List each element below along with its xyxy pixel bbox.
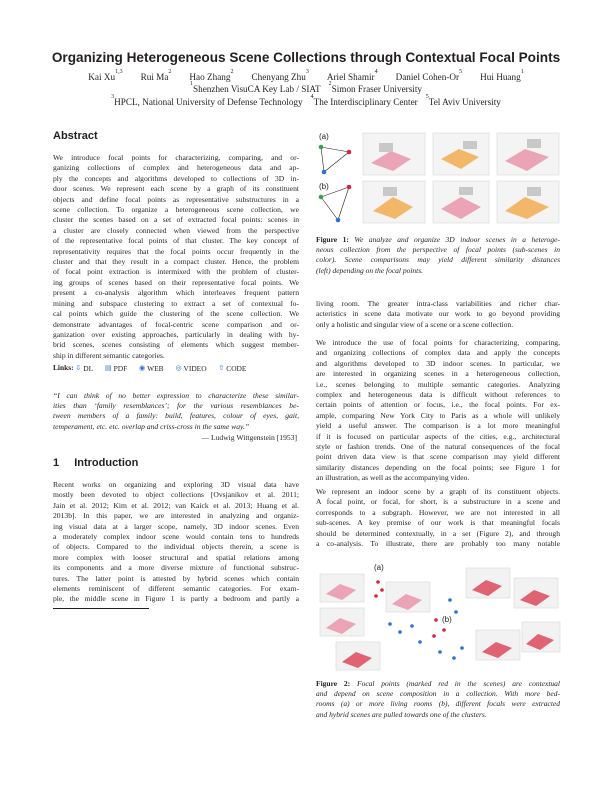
author bbox=[251, 69, 309, 82]
caption-text: color). Scene comparisons may yield different similarity distances bbox=[316, 255, 560, 265]
scene-node bbox=[319, 195, 324, 200]
links-label: Links: bbox=[53, 363, 74, 372]
caption-label: Figure 1: bbox=[316, 235, 349, 244]
section-title: Introduction bbox=[74, 457, 139, 469]
caption-line bbox=[316, 710, 560, 720]
figure-2-caption bbox=[316, 679, 560, 720]
caption-text: rooms (a) or more living rooms (b), different focals were extracted bbox=[316, 699, 560, 709]
text-line: demonstrate advantages of focal-centric scene comparison and or- bbox=[53, 319, 299, 329]
scene-node bbox=[336, 218, 341, 223]
author-name: Hao Zhang bbox=[189, 72, 231, 82]
scene-node bbox=[319, 145, 324, 150]
text-line: certain points of attention or focus, i.e., the focal points. For ex- bbox=[316, 400, 560, 410]
link-label: DL bbox=[83, 363, 94, 373]
link-label: CODE bbox=[226, 363, 247, 373]
text-line: mostly been devoted to object collections [Ovsjanikov et al. 2011; bbox=[53, 490, 299, 500]
quote-line: “I can think of no better expression to characterize these similar- bbox=[53, 391, 299, 400]
author bbox=[189, 69, 234, 82]
scene-graph-paragraph bbox=[316, 487, 560, 549]
text-line: elements reminiscent of different semantic categories. For exam- bbox=[53, 584, 299, 594]
author-affiliation-mark: 4 bbox=[374, 69, 378, 75]
affiliation-number: 5 bbox=[425, 94, 429, 100]
figure-2-scene-thumbnails bbox=[320, 568, 560, 670]
figure-2-label-b: (b) bbox=[442, 615, 452, 624]
caption-line bbox=[316, 245, 560, 255]
figure-1-graphic bbox=[313, 127, 563, 227]
text-line: complex and heterogeneous data is difficult without references to bbox=[316, 390, 560, 400]
scene-renderings-row-a bbox=[363, 133, 559, 175]
affiliation bbox=[190, 81, 321, 94]
text-line: present a co-analysis algorithm which interleaves frequent pattern bbox=[53, 288, 299, 298]
figure-1-label-b: (b) bbox=[319, 182, 329, 191]
text-line: of the representative focal points of that cluster. The key concept of bbox=[53, 236, 299, 246]
caption-line bbox=[316, 266, 560, 276]
text-line: a moderately complex indoor scene would contain tens to hundreds bbox=[53, 532, 299, 542]
text-line: more complex with looser structural and spatial relations among bbox=[53, 552, 299, 562]
text-line: ing visual data at a larger scope, namely, 3D indoor scenes. Even bbox=[53, 521, 299, 531]
link-pdf[interactable] bbox=[105, 364, 127, 373]
caption-text: We analyze and organize 3D indoor scenes in a heteroge- bbox=[354, 235, 560, 244]
caption-text: neous collection from the perspective of focal points (sub-scenes in bbox=[316, 245, 560, 255]
affiliations-line-1 bbox=[0, 83, 612, 95]
text-line: cluster the scenes based on a set of extracted focal points: scenes in bbox=[53, 215, 299, 225]
text-line: ship in different semantic categories. bbox=[53, 350, 165, 360]
author-name: Rui Ma bbox=[140, 72, 169, 82]
affiliations-line-2 bbox=[0, 96, 612, 108]
focal-points-paragraph bbox=[316, 338, 560, 484]
text-line: living room. The greater intra-class variabilities and richer char- bbox=[316, 299, 560, 308]
code-icon: ⇧ bbox=[218, 364, 225, 372]
text-line: tures. The latter point is attested by hybrid scenes which contain bbox=[53, 573, 299, 583]
affiliation-number: 4 bbox=[310, 94, 314, 100]
link-label: PDF bbox=[113, 363, 128, 373]
text-line: 2013b]. In this paper, we are interested in analyzing and organiz- bbox=[53, 511, 299, 521]
text-line: ample, comparing New York City to Paris as a whole will unlikely bbox=[316, 410, 560, 420]
affiliation bbox=[425, 94, 501, 107]
text-line: cal points which guide the clustering of the scene collection. We bbox=[53, 309, 299, 319]
footnote-rule bbox=[53, 608, 149, 609]
text-line: We introduce focal points for characterizing, comparing, and or- bbox=[53, 153, 299, 162]
author bbox=[326, 69, 378, 82]
text-line: Jain et al. 2012; Kim et al. 2012; van Kaick et al. 2013; Huang et al. bbox=[53, 500, 299, 510]
text-line: of objects. Compared to the individual objects therein, a scene is bbox=[53, 542, 299, 552]
intro-paragraph-continuation bbox=[316, 299, 560, 330]
text-line: of focal point extraction is intermixed with the problem of cluster- bbox=[53, 267, 299, 277]
dl-icon: ⇩ bbox=[75, 364, 82, 372]
web-icon: ◉ bbox=[139, 364, 146, 372]
figure-2-graphic bbox=[316, 560, 562, 676]
text-line: door scenes. We represent each scene by a graph of its constituent bbox=[53, 184, 299, 194]
affiliation-name: HPCL, National University of Defense Technology bbox=[114, 97, 303, 107]
author-name: Chenyang Zhu bbox=[251, 72, 306, 82]
caption-line bbox=[316, 679, 560, 689]
caption-label: Figure 2: bbox=[316, 679, 351, 688]
link-web[interactable] bbox=[139, 364, 164, 373]
link-label: WEB bbox=[147, 363, 164, 373]
author-affiliation-mark: 5 bbox=[459, 69, 463, 75]
author bbox=[480, 69, 524, 82]
author-name: Ariel Shamir bbox=[326, 72, 375, 82]
section-number: 1 bbox=[53, 457, 60, 469]
text-line: i.e., scenes belonging to multiple semantic categories. Analyzing bbox=[316, 379, 560, 389]
text-line: cluster and that they result in a compact cluster. Hence, the problem bbox=[53, 257, 299, 267]
text-line: point driven data view is that scene comparison may yield different bbox=[316, 452, 560, 462]
paper-title: Organizing Heterogeneous Scene Collections through Contextual Focal Points bbox=[51, 50, 561, 65]
text-line: brid scenes, scenes consisting of elements which suggest member- bbox=[53, 340, 299, 350]
link-code[interactable] bbox=[218, 364, 246, 373]
text-line: acteristics in scene data motivate our work to go beyond providing bbox=[316, 309, 560, 319]
caption-text: (left) depending on the focal points. bbox=[316, 265, 424, 275]
affiliation bbox=[328, 81, 422, 94]
text-line: if it is focused on particular aspects of the cities, e.g., architectural bbox=[316, 431, 560, 441]
author-name: Hui Huang bbox=[480, 72, 521, 82]
affiliation-name: The Interdisciplinary Center bbox=[313, 97, 418, 107]
caption-text: and hybrid scenes are pulled towards one of the clusters. bbox=[316, 709, 487, 719]
author-list bbox=[0, 71, 612, 83]
text-line: representativity requires that the focal points occur frequently in the bbox=[53, 246, 299, 256]
author-name: Daniel Cohen-Or bbox=[395, 72, 460, 82]
text-line: We introduce the use of focal points for characterizing, comparing, bbox=[316, 338, 560, 347]
quote-line: temperament, etc. etc. overlap and criss-cross in the same way.” bbox=[53, 421, 250, 431]
quote-line: ities than ‘family resemblances’; for the various resemblances be- bbox=[53, 401, 299, 411]
text-line: Recent works on organizing and exploring 3D visual data have bbox=[53, 480, 299, 489]
affiliation-name: Shenzhen VisuCA Key Lab / SIAT bbox=[193, 84, 321, 94]
text-line: a co-analysis. To illustrate, there are probably too many notable bbox=[316, 539, 560, 549]
author-affiliation-mark: 1,3 bbox=[115, 69, 123, 75]
text-line: A focal point, or focal, for short, is a substructure in a scene and bbox=[316, 497, 560, 507]
caption-text: Focal points (marked red in the scenes) are contextual bbox=[356, 679, 560, 688]
author-affiliation-mark: 3 bbox=[305, 69, 309, 75]
author-affiliation-mark: 1 bbox=[520, 69, 524, 75]
text-line: similarity distances depending on the focal points; see Figure 1 for bbox=[316, 462, 560, 472]
text-line: a cluster are closely connected when viewed from the perspective bbox=[53, 225, 299, 235]
text-line: scene collection. To organize a heterogeneous scene collection, we bbox=[53, 205, 299, 215]
scene-node bbox=[347, 150, 352, 155]
caption-line bbox=[316, 255, 560, 265]
link-video[interactable] bbox=[175, 364, 206, 373]
affiliation-number: 2 bbox=[328, 81, 332, 87]
text-line: only a holistic and singular view of a scene or a scene collection. bbox=[316, 319, 514, 329]
affiliation-number: 3 bbox=[111, 94, 115, 100]
introduction-body bbox=[53, 480, 299, 605]
pdf-icon: ▤ bbox=[105, 364, 112, 372]
author bbox=[140, 69, 172, 82]
epigraph-attribution: — Ludwig Wittgenstein [1953] bbox=[201, 433, 297, 442]
caption-line bbox=[316, 235, 560, 245]
figure-1-label-a: (a) bbox=[319, 132, 329, 141]
affiliation bbox=[111, 94, 303, 107]
caption-text: and depend on scene composition in a collection. With more bed- bbox=[316, 689, 560, 699]
introduction-heading bbox=[53, 457, 138, 469]
author-affiliation-mark: 2 bbox=[168, 69, 172, 75]
text-line: corresponds to a subgraph. However, we are not interested in all bbox=[316, 507, 560, 517]
scene-node bbox=[322, 170, 327, 175]
affiliation bbox=[310, 94, 418, 107]
link-dl[interactable] bbox=[75, 364, 93, 373]
abstract-heading: Abstract bbox=[53, 130, 98, 142]
author-name: Kai Xu bbox=[88, 72, 116, 82]
text-line: ganizing collections of complex and heterogeneous data and ap- bbox=[53, 163, 299, 173]
quote-line: tween members of a family: build, features, colour of eyes, gait, bbox=[53, 411, 299, 421]
similarity-graph-a bbox=[319, 145, 352, 175]
epigraph-quote bbox=[53, 391, 299, 432]
caption-line bbox=[316, 689, 560, 699]
text-line: an illustration, as well as the accompanying video. bbox=[316, 473, 470, 483]
scene-renderings-row-b bbox=[363, 181, 559, 223]
text-line: yield a useful answer. The comparison is a lot more meaningful bbox=[316, 421, 560, 431]
link-label: VIDEO bbox=[183, 363, 207, 373]
video-icon: ◎ bbox=[175, 364, 182, 372]
scene-node bbox=[347, 185, 352, 190]
affiliation-name: Simon Fraser University bbox=[331, 84, 422, 94]
text-line: ple, the middle scene in Figure 1 is partly a bedroom and partly a bbox=[53, 594, 299, 604]
abstract-body bbox=[53, 153, 299, 361]
text-line: are interested in organizing scenes in a heterogeneous collection, bbox=[316, 369, 560, 379]
text-line: mining and subspace clustering to extract a set of contextual fo- bbox=[53, 298, 299, 308]
text-line: style or fashion trends. One of the natural consequences of the focal bbox=[316, 442, 560, 452]
affiliation-number: 1 bbox=[190, 81, 193, 87]
author bbox=[88, 69, 123, 82]
text-line: ply the concepts and algorithms developed to collections of 3D in- bbox=[53, 173, 299, 183]
figure-1-caption bbox=[316, 235, 560, 276]
text-line: We represent an indoor scene by a graph of its constituent objects. bbox=[316, 487, 560, 496]
text-line: and organizing collections of complex data and apply the concepts bbox=[316, 348, 560, 358]
text-line: and algorithms developed to 3D indoor scenes. In particular, we bbox=[316, 358, 560, 368]
text-line: ganization over existing approaches, particularly in dealing with hy- bbox=[53, 329, 299, 339]
affiliation-name: Tel Aviv University bbox=[428, 97, 501, 107]
caption-line bbox=[316, 699, 560, 709]
links-row bbox=[53, 363, 299, 373]
text-line: sub-scenes. A key premise of our work is that meaningful focals bbox=[316, 518, 560, 528]
text-line: objects and define focal points as representative substructures in a bbox=[53, 194, 299, 204]
author-affiliation-mark: 2 bbox=[230, 69, 234, 75]
author bbox=[395, 69, 463, 82]
text-line: should be determined contextually, in a set (Figure 2), and through bbox=[316, 528, 560, 538]
text-line: its components and a more diverse mixture of functional substruc- bbox=[53, 563, 299, 573]
figure-2-label-a: (a) bbox=[374, 563, 384, 572]
text-line: ing groups of scenes based on their representative focal points. We bbox=[53, 277, 299, 287]
